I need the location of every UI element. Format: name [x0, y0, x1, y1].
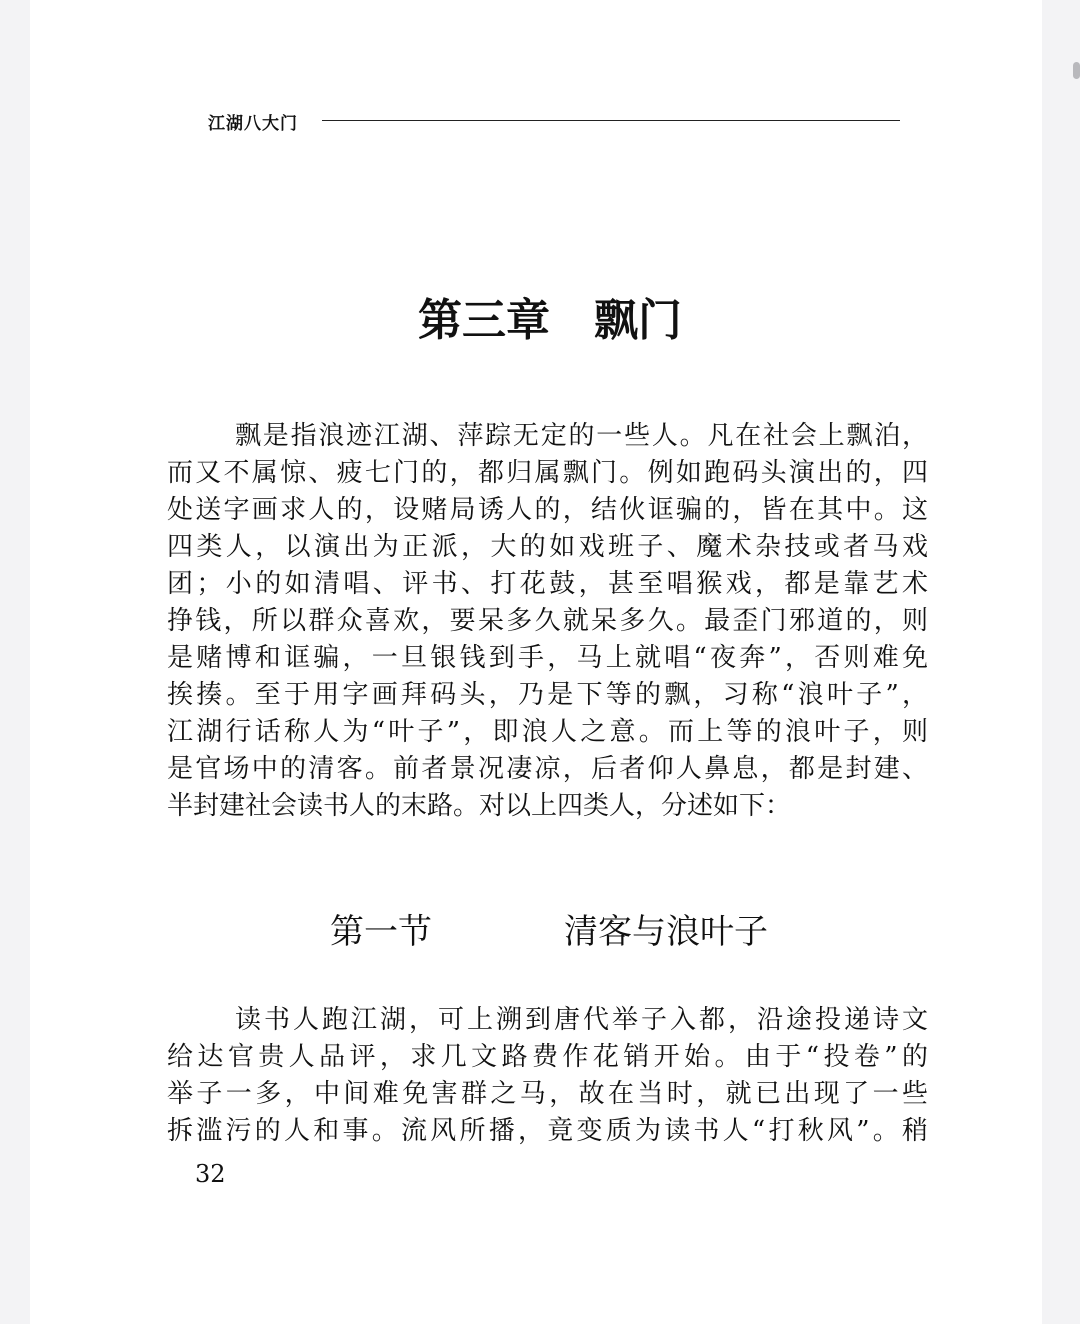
section-number: 第一节 [330, 912, 432, 952]
text-line: 举子一多，中间难免害群之马，故在当时，就已出现了一些 [167, 1079, 928, 1109]
page-number: 32 [195, 1160, 226, 1188]
text-line: 江湖行话称人为“叶子”，即浪人之意。而上等的浪叶子，则 [167, 717, 928, 747]
text-line: 团；小的如清唱、评书、打花鼓，甚至唱猴戏，都是靠艺术 [167, 569, 928, 599]
text-line: 半封建社会读书人的末路。对以上四类人，分述如下： [167, 791, 792, 821]
book-page [30, 0, 1042, 1324]
chapter-title: 第三章 飘门 [418, 295, 682, 346]
header-rule [322, 120, 900, 121]
section-title: 清客与浪叶子 [564, 912, 768, 952]
text-line: 读书人跑江湖，可上溯到唐代举子入都，沿途投递诗文 [235, 1005, 928, 1035]
section-heading [330, 904, 768, 953]
text-line: 是赌博和诓骗，一旦银钱到手，马上就唱“夜奔”，否则难免 [167, 643, 928, 673]
text-line: 是官场中的清客。前者景况凄凉，后者仰人鼻息，都是封建、 [167, 754, 928, 784]
text-line: 飘是指浪迹江湖、萍踪无定的一些人。凡在社会上飘泊， [235, 421, 928, 451]
paragraph-intro [167, 418, 928, 825]
text-line: 挨揍。至于用字画拜码头，乃是下等的飘，习称“浪叶子”， [167, 680, 928, 710]
text-line: 拆滥污的人和事。流风所播，竟变质为读书人“打秋风”。稍 [167, 1116, 928, 1146]
text-line: 挣钱，所以群众喜欢，要呆多久就呆多久。最歪门邪道的，则 [167, 606, 928, 636]
scrollbar-thumb[interactable] [1073, 62, 1080, 79]
paragraph-section [167, 1002, 928, 1150]
text-line: 四类人，以演出为正派，大的如戏班子、魔术杂技或者马戏 [167, 532, 928, 562]
text-line: 给达官贵人品评，求几文路费作花销开始。由于“投卷”的 [167, 1042, 928, 1072]
text-line: 处送字画求人的，设赌局诱人的，结伙诓骗的，皆在其中。这 [167, 495, 928, 525]
text-line: 而又不属惊、疲七门的，都归属飘门。例如跑码头演出的，四 [167, 458, 928, 488]
running-head: 江湖八大门 [208, 114, 298, 134]
